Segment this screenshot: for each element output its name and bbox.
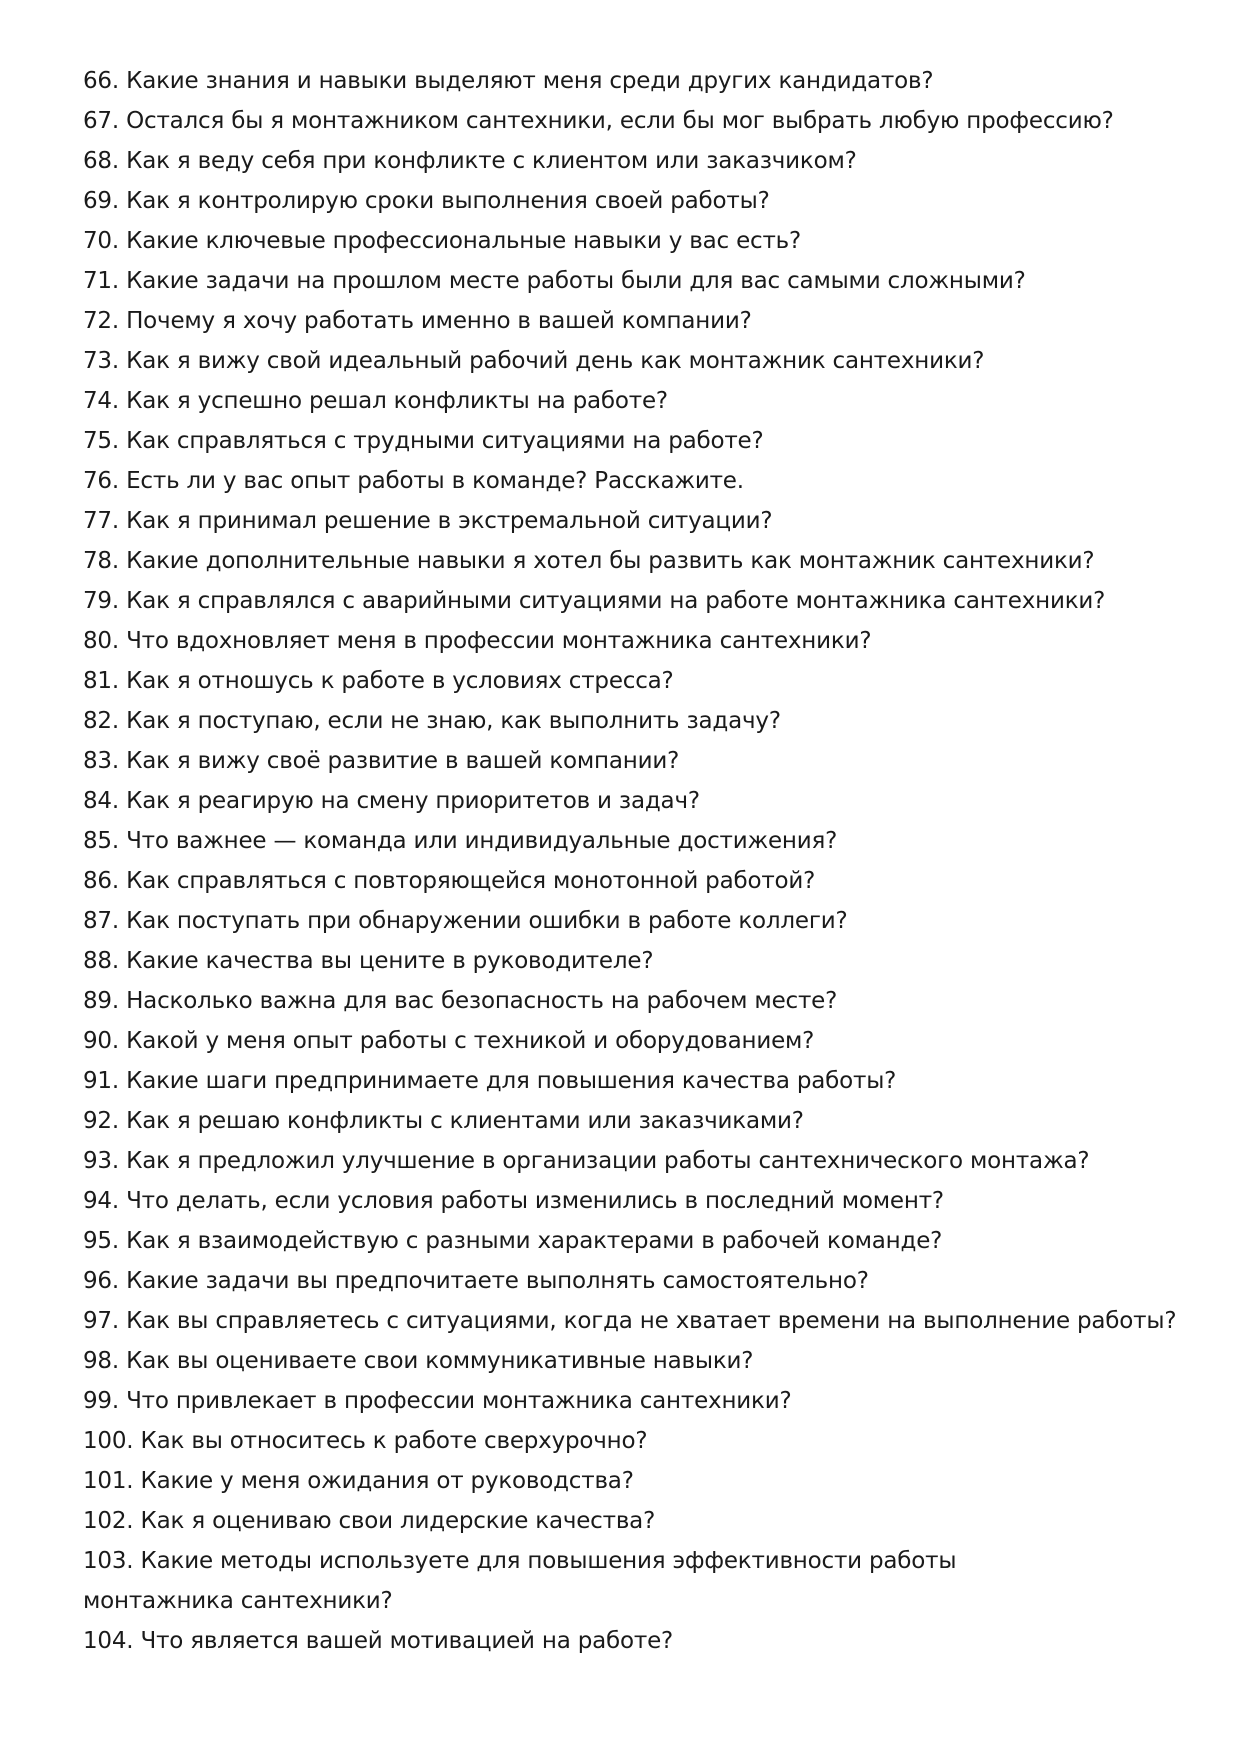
question-81: 81. Как я отношусь к работе в условиях стресса? xyxy=(83,668,674,694)
question-102: 102. Как я оцениваю свои лидерские качества? xyxy=(83,1508,656,1534)
question-68: 68. Как я веду себя при конфликте с клиентом или заказчиком? xyxy=(83,148,857,174)
question-72: 72. Почему я хочу работать именно в вашей компании? xyxy=(83,308,752,334)
question-88: 88. Какие качества вы цените в руководителе? xyxy=(83,948,654,974)
question-86: 86. Как справляться с повторяющейся монотонной работой? xyxy=(83,868,816,894)
question-69: 69. Как я контролирую сроки выполнения своей работы? xyxy=(83,188,770,214)
question-99: 99. Что привлекает в профессии монтажника сантехники? xyxy=(83,1388,792,1414)
question-66: 66. Какие знания и навыки выделяют меня среди других кандидатов? xyxy=(83,68,934,94)
question-85: 85. Что важнее — команда или индивидуальные достижения? xyxy=(83,828,838,854)
question-79: 79. Как я справлялся с аварийными ситуациями на работе монтажника сантехники? xyxy=(83,588,1106,614)
question-82: 82. Как я поступаю, если не знаю, как выполнить задачу? xyxy=(83,708,781,734)
question-list xyxy=(83,61,1177,1661)
question-70: 70. Какие ключевые профессиональные навыки у вас есть? xyxy=(83,228,802,254)
question-91: 91. Какие шаги предпринимаете для повышения качества работы? xyxy=(83,1068,897,1094)
question-97: 97. Как вы справляетесь с ситуациями, когда не хватает времени на выполнение работы? xyxy=(83,1308,1177,1334)
question-84: 84. Как я реагирую на смену приоритетов и задач? xyxy=(83,788,700,814)
question-93: 93. Как я предложил улучшение в организации работы сантехнического монтажа? xyxy=(83,1148,1090,1174)
question-96: 96. Какие задачи вы предпочитаете выполнять самостоятельно? xyxy=(83,1268,869,1294)
question-90: 90. Какой у меня опыт работы с техникой и оборудованием? xyxy=(83,1028,815,1054)
question-101: 101. Какие у меня ожидания от руководства? xyxy=(83,1468,634,1494)
question-100: 100. Как вы относитесь к работе сверхурочно? xyxy=(83,1428,648,1454)
question-75: 75. Как справляться с трудными ситуациями на работе? xyxy=(83,428,764,454)
question-95: 95. Как я взаимодействую с разными характерами в рабочей команде? xyxy=(83,1228,943,1254)
question-76: 76. Есть ли у вас опыт работы в команде? Расскажите. xyxy=(83,468,744,494)
question-67: 67. Остался бы я монтажником сантехники, если бы мог выбрать любую профессию? xyxy=(83,108,1114,134)
question-83: 83. Как я вижу своё развитие в вашей компании? xyxy=(83,748,680,774)
question-94: 94. Что делать, если условия работы изменились в последний момент? xyxy=(83,1188,944,1214)
question-71: 71. Какие задачи на прошлом месте работы были для вас самыми сложными? xyxy=(83,268,1026,294)
question-80: 80. Что вдохновляет меня в профессии монтажника сантехники? xyxy=(83,628,872,654)
question-104: 104. Что является вашей мотивацией на работе? xyxy=(83,1628,674,1654)
question-98: 98. Как вы оцениваете свои коммуникативные навыки? xyxy=(83,1348,754,1374)
question-73: 73. Как я вижу свой идеальный рабочий день как монтажник сантехники? xyxy=(83,348,985,374)
question-103: 103. Какие методы используете для повышения эффективности работы монтажника сантехники? xyxy=(83,1548,957,1614)
question-92: 92. Как я решаю конфликты с клиентами или заказчиками? xyxy=(83,1108,804,1134)
question-87: 87. Как поступать при обнаружении ошибки в работе коллеги? xyxy=(83,908,848,934)
question-74: 74. Как я успешно решал конфликты на работе? xyxy=(83,388,668,414)
question-77: 77. Как я принимал решение в экстремальной ситуации? xyxy=(83,508,773,534)
question-89: 89. Насколько важна для вас безопасность на рабочем месте? xyxy=(83,988,838,1014)
question-78: 78. Какие дополнительные навыки я хотел бы развить как монтажник сантехники? xyxy=(83,548,1095,574)
